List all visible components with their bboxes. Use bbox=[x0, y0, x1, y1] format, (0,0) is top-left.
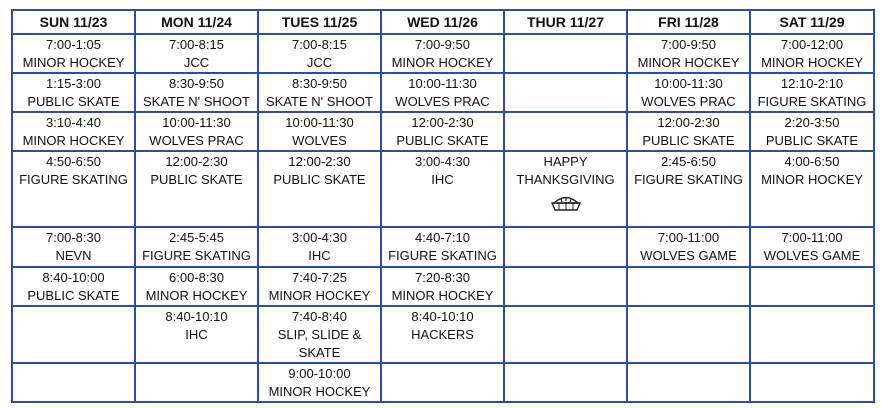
event-name-line-2: SKATE bbox=[298, 345, 341, 360]
event-cell bbox=[381, 227, 504, 267]
event-time: 8:40-10:10 bbox=[411, 309, 474, 324]
event-name: MINOR HOCKEY bbox=[22, 133, 125, 148]
day-header-fri: FRI 11/28 bbox=[627, 10, 750, 34]
event-name: MINOR HOCKEY bbox=[268, 384, 371, 399]
event-cell bbox=[258, 363, 381, 402]
event-time: 2:45-5:45 bbox=[169, 230, 224, 245]
event-time: 3:00-4:30 bbox=[415, 154, 470, 169]
event-cell bbox=[627, 151, 750, 227]
table-row bbox=[12, 267, 874, 306]
event-time: 7:00-8:30 bbox=[46, 230, 101, 245]
event-name: FIGURE SKATING bbox=[388, 248, 497, 263]
event-cell bbox=[750, 73, 874, 112]
table-row bbox=[12, 112, 874, 151]
event-name: SKATE N' SHOOT bbox=[143, 94, 250, 109]
event-time: 4:00-6:50 bbox=[784, 154, 840, 169]
event-time: 8:40-10:10 bbox=[165, 309, 228, 324]
table-row bbox=[12, 151, 874, 227]
event-name: SKATE N' SHOOT bbox=[266, 94, 373, 109]
event-cell bbox=[627, 34, 750, 73]
empty-cell bbox=[381, 363, 504, 402]
day-header-mon: MON 11/24 bbox=[135, 10, 258, 34]
event-time: 12:00-2:30 bbox=[657, 115, 720, 130]
event-name: FIGURE SKATING bbox=[19, 172, 128, 187]
event-cell bbox=[12, 112, 135, 151]
event-cell bbox=[381, 73, 504, 112]
event-time: 2:20-3:50 bbox=[784, 115, 840, 130]
empty-cell bbox=[627, 306, 750, 363]
schedule-table bbox=[11, 9, 875, 403]
holiday-line-2: THANKSGIVING bbox=[516, 172, 615, 187]
empty-cell bbox=[504, 227, 627, 267]
event-cell bbox=[381, 151, 504, 227]
event-time: 7:00-1:05 bbox=[46, 37, 101, 52]
event-cell bbox=[750, 112, 874, 151]
table-row bbox=[12, 34, 874, 73]
empty-cell bbox=[750, 267, 874, 306]
event-name: MINOR HOCKEY bbox=[637, 55, 740, 70]
event-cell bbox=[135, 267, 258, 306]
empty-cell bbox=[750, 363, 874, 402]
event-name: MINOR HOCKEY bbox=[391, 288, 494, 303]
event-cell bbox=[135, 306, 258, 363]
event-cell bbox=[12, 73, 135, 112]
event-cell bbox=[12, 151, 135, 227]
event-time: 7:40-8:40 bbox=[292, 309, 347, 324]
event-time: 8:30-9:50 bbox=[169, 76, 224, 91]
event-time: 7:00-12:00 bbox=[780, 37, 844, 52]
event-name: WOLVES PRAC bbox=[641, 94, 736, 109]
event-time: 6:00-8:30 bbox=[169, 270, 224, 285]
event-time: 7:00-9:50 bbox=[661, 37, 716, 52]
event-cell bbox=[381, 112, 504, 151]
event-time: 9:00-10:00 bbox=[288, 366, 351, 381]
event-time: 7:00-9:50 bbox=[415, 37, 470, 52]
event-time: 12:00-2:30 bbox=[411, 115, 474, 130]
event-name: JCC bbox=[306, 55, 333, 70]
event-cell bbox=[12, 34, 135, 73]
event-cell bbox=[627, 227, 750, 267]
event-time: 8:40-10:00 bbox=[42, 270, 105, 285]
table-row bbox=[12, 227, 874, 267]
event-cell bbox=[258, 34, 381, 73]
event-cell bbox=[750, 151, 874, 227]
event-name: MINOR HOCKEY bbox=[22, 55, 125, 70]
event-cell bbox=[627, 73, 750, 112]
event-time: 2:45-6:50 bbox=[661, 154, 716, 169]
event-name: FIGURE SKATING bbox=[757, 94, 867, 109]
event-name: NEVN bbox=[55, 248, 92, 263]
event-name: FIGURE SKATING bbox=[634, 172, 743, 187]
event-name: PUBLIC SKATE bbox=[150, 172, 243, 187]
empty-cell bbox=[504, 306, 627, 363]
event-name: MINOR HOCKEY bbox=[145, 288, 248, 303]
table-row bbox=[12, 73, 874, 112]
event-cell bbox=[135, 151, 258, 227]
event-name: MINOR HOCKEY bbox=[761, 55, 863, 70]
event-cell bbox=[135, 227, 258, 267]
event-cell bbox=[258, 112, 381, 151]
event-time: 10:00-11:30 bbox=[408, 76, 477, 91]
event-name: WOLVES GAME bbox=[640, 248, 737, 263]
event-name: WOLVES PRAC bbox=[395, 94, 490, 109]
event-name: MINOR HOCKEY bbox=[761, 172, 863, 187]
event-name: IHC bbox=[431, 172, 454, 187]
event-time: 7:00-8:15 bbox=[169, 37, 224, 52]
empty-cell bbox=[504, 34, 627, 73]
event-cell bbox=[258, 267, 381, 306]
event-name: PUBLIC SKATE bbox=[396, 133, 489, 148]
day-header-wed: WED 11/26 bbox=[381, 10, 504, 34]
event-name: IHC bbox=[185, 327, 208, 342]
day-header-thu: THUR 11/27 bbox=[504, 10, 627, 34]
event-name: JCC bbox=[183, 55, 210, 70]
event-name: WOLVES GAME bbox=[763, 248, 861, 263]
event-cell bbox=[258, 227, 381, 267]
event-name: IHC bbox=[308, 248, 331, 263]
empty-cell bbox=[627, 363, 750, 402]
event-cell bbox=[750, 34, 874, 73]
event-time: 3:00-4:30 bbox=[292, 230, 347, 245]
event-cell bbox=[135, 112, 258, 151]
event-time: 10:00-11:30 bbox=[654, 76, 723, 91]
event-time: 12:00-2:30 bbox=[288, 154, 351, 169]
event-time: 10:00-11:30 bbox=[285, 115, 354, 130]
table-row bbox=[12, 363, 874, 402]
event-name: FIGURE SKATING bbox=[142, 248, 251, 263]
day-header-tue: TUES 11/25 bbox=[258, 10, 381, 34]
empty-cell bbox=[627, 267, 750, 306]
pie-icon bbox=[550, 193, 582, 213]
event-time: 8:30-9:50 bbox=[292, 76, 347, 91]
event-name: MINOR HOCKEY bbox=[268, 288, 371, 303]
empty-cell bbox=[504, 267, 627, 306]
event-name: PUBLIC SKATE bbox=[765, 133, 859, 148]
event-time: 7:00-11:00 bbox=[781, 230, 843, 245]
empty-cell bbox=[504, 363, 627, 402]
holiday-cell bbox=[504, 151, 627, 227]
event-name: WOLVES PRAC bbox=[149, 133, 244, 148]
event-time: 7:20-8:30 bbox=[415, 270, 470, 285]
event-cell bbox=[381, 34, 504, 73]
event-name: PUBLIC SKATE bbox=[642, 133, 735, 148]
event-name: PUBLIC SKATE bbox=[27, 94, 120, 109]
event-name: WOLVES bbox=[292, 133, 347, 148]
event-cell bbox=[12, 227, 135, 267]
header-row bbox=[12, 10, 874, 34]
event-time: 12:00-2:30 bbox=[165, 154, 228, 169]
event-cell bbox=[381, 267, 504, 306]
table-row bbox=[12, 306, 874, 363]
event-name: PUBLIC SKATE bbox=[273, 172, 366, 187]
event-time: 4:50-6:50 bbox=[46, 154, 101, 169]
event-cell bbox=[381, 306, 504, 363]
holiday-line-1: HAPPY bbox=[543, 154, 588, 169]
event-name: SLIP, SLIDE & bbox=[277, 327, 362, 342]
event-time: 7:00-11:00 bbox=[657, 230, 720, 245]
empty-cell bbox=[12, 306, 135, 363]
empty-cell bbox=[750, 306, 874, 363]
event-cell bbox=[135, 34, 258, 73]
empty-cell bbox=[504, 112, 627, 151]
event-name: HACKERS bbox=[411, 327, 474, 342]
event-cell bbox=[258, 151, 381, 227]
event-time: 1:15-3:00 bbox=[46, 76, 101, 91]
event-cell bbox=[627, 112, 750, 151]
empty-cell bbox=[135, 363, 258, 402]
day-header-sat: SAT 11/29 bbox=[750, 10, 874, 34]
event-cell bbox=[135, 73, 258, 112]
event-cell bbox=[258, 306, 381, 363]
event-cell bbox=[750, 227, 874, 267]
event-time: 4:40-7:10 bbox=[415, 230, 470, 245]
event-name: MINOR HOCKEY bbox=[391, 55, 494, 70]
event-cell bbox=[258, 73, 381, 112]
empty-cell bbox=[504, 73, 627, 112]
empty-cell bbox=[12, 363, 135, 402]
event-time: 3:10-4:40 bbox=[46, 115, 101, 130]
event-name: PUBLIC SKATE bbox=[27, 288, 120, 303]
event-time: 7:40-7:25 bbox=[292, 270, 347, 285]
event-time: 10:00-11:30 bbox=[162, 115, 231, 130]
day-header-sun: SUN 11/23 bbox=[12, 10, 135, 34]
event-cell bbox=[12, 267, 135, 306]
event-time: 7:00-8:15 bbox=[292, 37, 347, 52]
event-time: 12:10-2:10 bbox=[780, 76, 844, 91]
